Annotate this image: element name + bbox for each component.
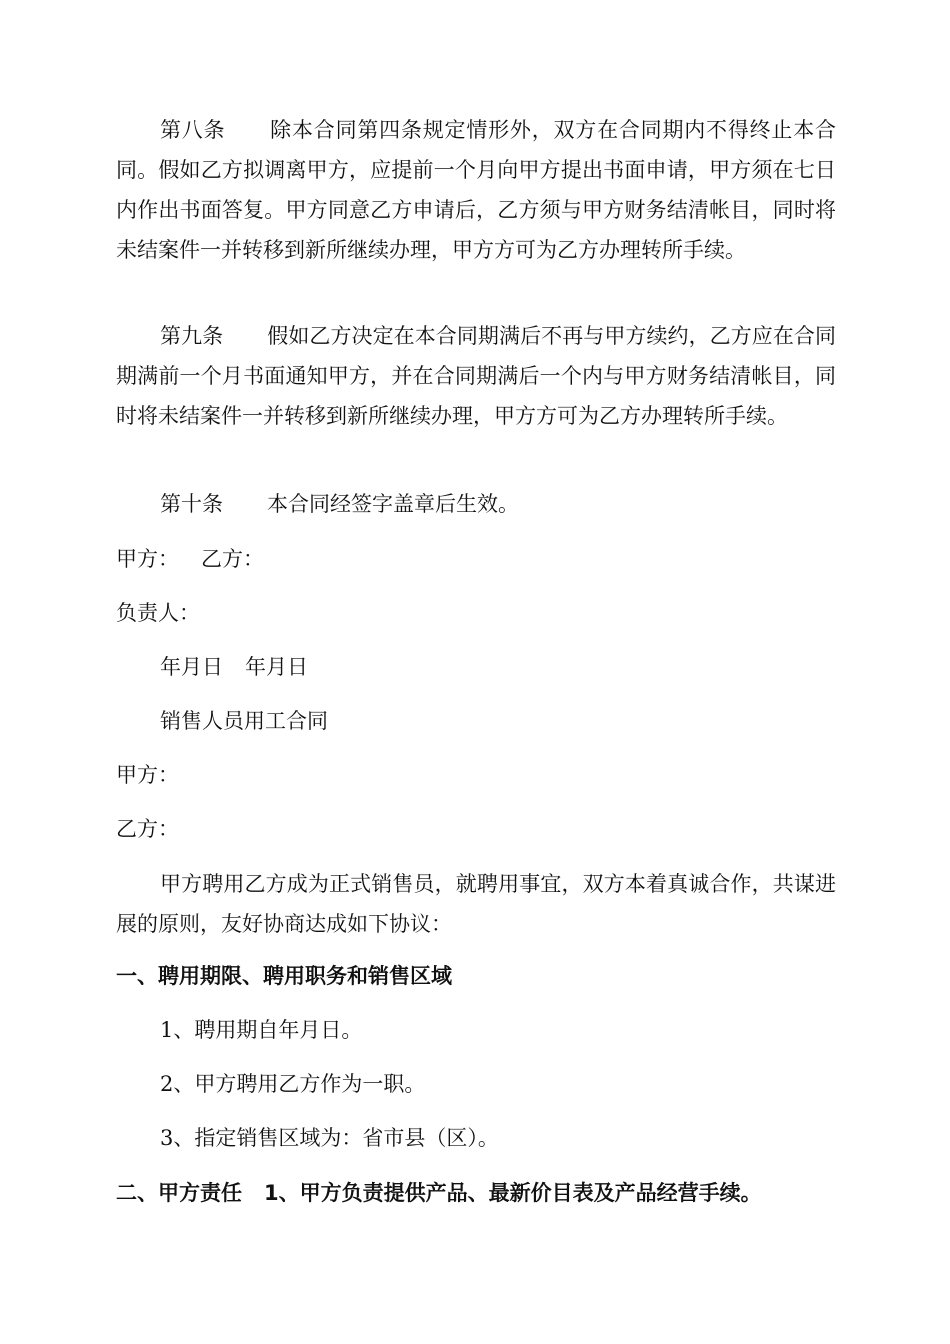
- section-1-item: 3、指定销售区域为：省市县（区）。: [160, 1126, 499, 1150]
- signature-dates: [116, 647, 836, 687]
- contract-party-a: 甲方：: [116, 763, 179, 787]
- article-10: [116, 484, 836, 524]
- contract-intro: 甲方聘用乙方成为正式销售员，就聘用事宜，双方本着真诚合作，共谋进展的原则，友好协商达成如下协议：: [116, 872, 836, 936]
- signature-party-a: 甲方：: [116, 547, 179, 571]
- section-1-item: 2、甲方聘用乙方作为一职。: [160, 1072, 426, 1096]
- contract-title: 销售人员用工合同: [160, 709, 328, 733]
- article-9-text: 假如乙方决定在本合同期满后不再与甲方续约，乙方应在合同期满前一个月书面通知甲方，并在合同期满后一个内与甲方财务结清帐目，同时将未结案件一并转移到新所继续办理，甲方方可为乙方办理转所手续。: [116, 324, 837, 428]
- contract-party-b: 乙方：: [116, 817, 179, 841]
- signature-date-a: 年月日: [160, 655, 223, 679]
- section-1-item: 1、聘用期自年月日。: [160, 1018, 363, 1042]
- signature-responsible: 负责人：: [116, 601, 200, 625]
- signature-date-b: 年月日: [245, 655, 308, 679]
- article-9-label: 第九条: [160, 324, 224, 348]
- section-1-heading: 一、聘用期限、聘用职务和销售区域: [116, 964, 452, 988]
- section-2-heading: 二、甲方责任: [116, 1181, 242, 1205]
- section-2-item-1: 1、甲方负责提供产品、最新价目表及产品经营手续。: [264, 1181, 762, 1205]
- section-2-heading-line: [116, 1173, 836, 1213]
- article-8-label: 第八条: [160, 118, 226, 142]
- article-10-label: 第十条: [160, 492, 223, 516]
- article-10-text: 本合同经签字盖章后生效。: [267, 492, 519, 516]
- article-9: [116, 316, 836, 436]
- article-8: [116, 110, 836, 270]
- article-8-text: 除本合同第四条规定情形外，双方在合同期内不得终止本合同。假如乙方拟调离甲方，应提前一个月向甲方提出书面申请，甲方须在七日内作出书面答复。甲方同意乙方申请后，乙方须与甲方财务结清帐目，同时将未结案件一并转移到新所继续办理，甲方方可为乙方办理转所手续。: [116, 118, 837, 262]
- signature-party-b: 乙方：: [201, 547, 264, 571]
- signature-parties: [116, 539, 836, 579]
